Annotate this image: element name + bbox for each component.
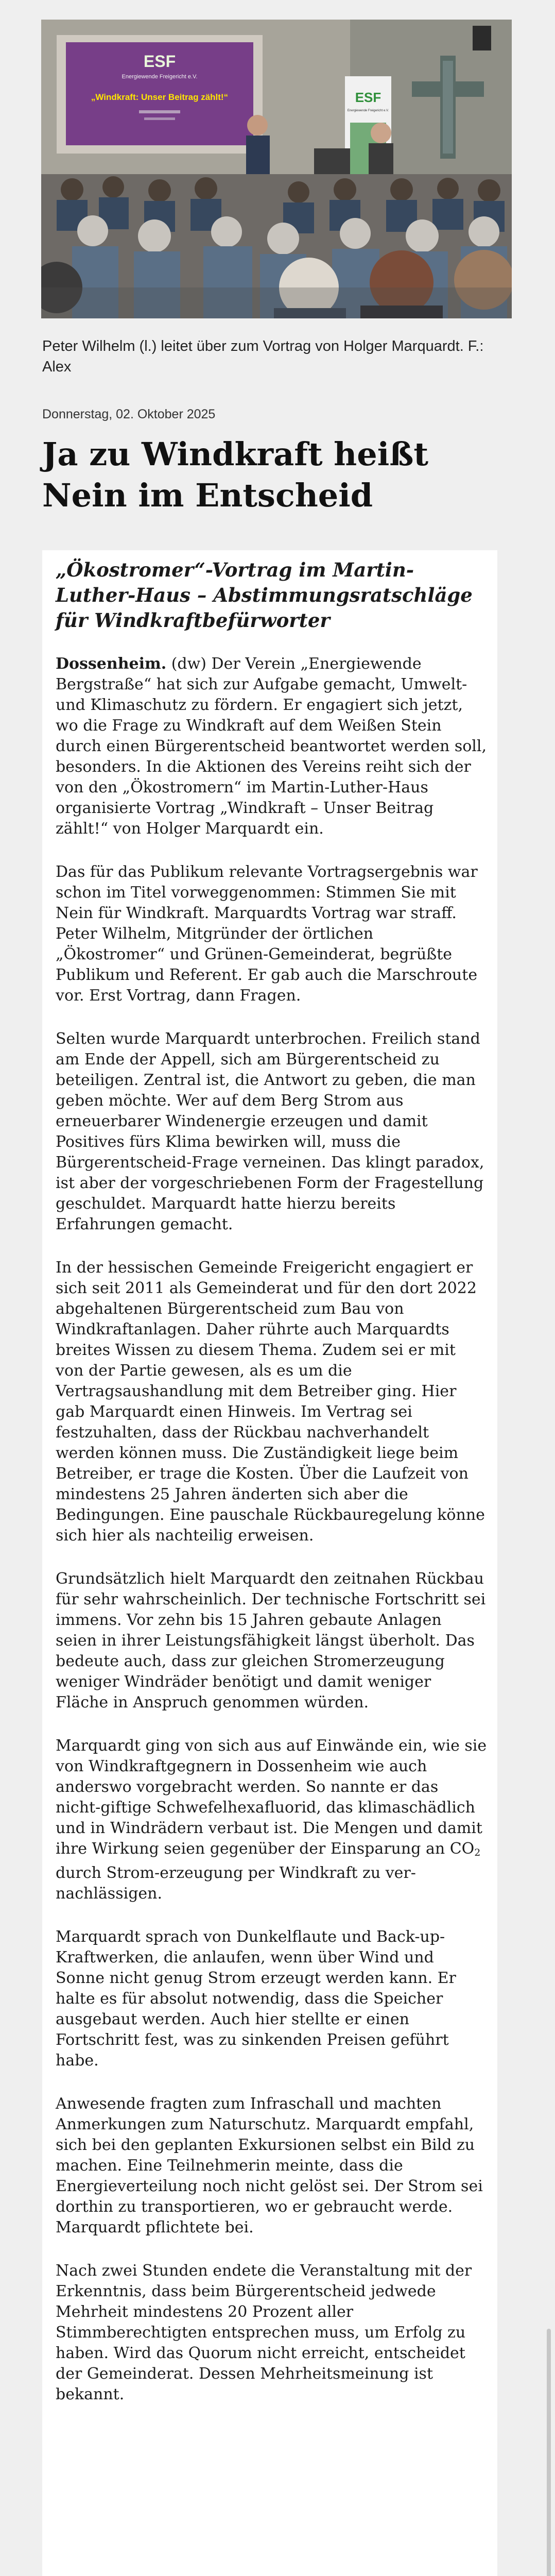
screen-logo: ESF <box>143 52 176 71</box>
paragraph-9: Nach zwei Stunden endete die Veranstaltung mit der Erkenntnis, dass beim Bürgerentscheid jedwede Mehrheit mindestens 20 Prozent aller Stimmberechtigten entsprechen muss, um Erfolg zu haben. Wird das Quorum nicht erreicht, entscheidet der Gemeinderat. Dessen Mehrheitsmeinung ist bekannt. <box>56 2262 472 2403</box>
dateline-location: Dossenheim. <box>56 655 167 673</box>
screen-title: „Windkraft: Unser Beitrag zählt!“ <box>91 92 229 102</box>
article-subtitle: „Ökostromer“-Vortrag im Martin-Luther-Haus – Abstimmungsratschläge für Windkraftbefürworter <box>56 558 473 632</box>
co2-subscript: 2 <box>474 1847 481 1858</box>
paragraph-6-text-b: durch Strom-erzeugung per Windkraft zu ver-nachlässigen. <box>56 1864 416 1903</box>
page-scrollbar[interactable] <box>547 2329 551 2576</box>
paragraph-8: Anwesende fragten zum Infraschall und machten Anmerkungen zum Naturschutz. Marquardt empfahl, sich bei den geplanten Exkursionen selbst ein Bild zu machen. Eine Teilnehmerin meinte, dass die Energieverteilung noch nicht gelöst sei. Der Strom sei dorthin zu transportieren, wo er gebraucht werde. Marquardt pflichtete bei. <box>56 2095 483 2236</box>
paragraph-6 <box>56 1736 487 1904</box>
paragraph-7: Marquardt sprach von Dunkelflaute und Back-up-Kraftwerken, die anlaufen, wenn über Wind und Sonne nicht genug Strom erzeugt werden kann. Er halte es für absolut notwendig, dass die Speicher ausgebaut werden. Auch hier stellte er einen Fortschritt fest, was zu sinkenden Preisen geführt habe. <box>56 1928 456 2070</box>
paragraph-6-text-a: Marquardt ging von sich aus auf Einwände ein, wie sie von Windkraftgegnern in Dossenheim wie auch anderswo vorgebracht werden. So nannte er das nicht-giftige Schwefelhexafluorid, das klimaschädlich und in Windrädern verbaut ist. Die Mengen und damit ihre Wirkung seien gegenüber der Einsparung an CO <box>56 1737 487 1858</box>
publish-date: Donnerstag, 02. Oktober 2025 <box>42 407 216 421</box>
article-card <box>42 550 497 2576</box>
screen-org: Energiewende Freigericht e.V. <box>122 74 198 80</box>
paragraph-4: In der hessischen Gemeinde Freigericht engagiert er sich seit 2011 als Gemeinderat und für den dort 2022 abgehaltenen Bürgerentscheid zum Bau von Windkraftanlagen. Daher rührte auch Marquardts breites Wissen zu diesem Thema. Zudem sei er mit von der Partie gewesen, als es um die Vertragsaushandlung mit dem Betreiber ging. Hier gab Marquardt einen Hinweis. Im Vertrag sei festzuhalten, dass der Rückbau nachverhandelt werden können muss. Die Zuständigkeit liege beim Betreiber, er trage die Kosten. Über die Laufzeit von mindestens 25 Jahren änderten sich aber die Bedingungen. Eine pauschale Rückbauregelung könne sich hier als nachteilig erweisen. <box>56 1259 485 1545</box>
paragraph-1-text: (dw) Der Verein „Energiewende Bergstraße“ hat sich zur Aufgabe gemacht, Umwelt- und Klimaschutz zu fördern. Er engagiert sich jetzt, wo die Frage zu Windkraft auf dem Weißen Stein durch einen Bürgerentscheid beantwortet werden soll, besonders. In die Aktionen des Vereins reiht sich der von den „Ökostromern“ im Martin-Luther-Haus organisierte Vortrag „Windkraft – Unser Beitrag zählt!“ von Holger Marquardt ein. <box>56 655 487 838</box>
article-photo[interactable] <box>41 20 512 318</box>
paragraph-2: Das für das Publikum relevante Vortragsergebnis war schon im Titel vorweggenommen: Stimmen Sie mit Nein für Windkraft. Marquardts Vortrag war straff. Peter Wilhelm, Mitgründer der örtlichen „Ökostromer“ und Grünen-Gemeinderat, begrüßte Publikum und Referent. Er gab auch die Marschroute vor. Erst Vortrag, dann Fragen. <box>56 863 478 1005</box>
paragraph-1 <box>56 654 487 839</box>
article-body <box>56 654 487 2405</box>
photo-caption: Peter Wilhelm (l.) leitet über zum Vortrag von Holger Marquardt. F.: Alex <box>42 338 484 375</box>
article-headline: Ja zu Windkraft heißt Nein im Entscheid <box>42 435 428 514</box>
paragraph-5: Grundsätzlich hielt Marquardt den zeitnahen Rückbau für sehr wahrscheinlich. Der technische Fortschritt sei immens. Vor zehn bis 15 Jahren gebaute Anlagen seien in ihrer Leistungsfähigkeit längst überholt. Das bedeute auch, dass zur gleichen Stromerzeugung weniger Windräder benötigt und damit weniger Fläche in Anspruch genommen würden. <box>56 1570 486 1711</box>
banner-org: Energiewende Freigericht e.V. <box>347 109 389 112</box>
banner-logo: ESF <box>355 90 381 105</box>
paragraph-3: Selten wurde Marquardt unterbrochen. Freilich stand am Ende der Appell, sich am Bürgerentscheid zu beteiligen. Zentral ist, die Antwort zu geben, die man geben möchte. Wer auf dem Berg Strom aus erneuerbarer Windenergie erzeugen und damit Positives fürs Klima bewirken will, muss die Bürgerentscheid-Frage verneinen. Das klingt paradox, ist aber der vorgeschriebenen Form der Fragestellung geschuldet. Marquardt hatte hierzu bereits Erfahrungen gemacht. <box>56 1030 484 1233</box>
